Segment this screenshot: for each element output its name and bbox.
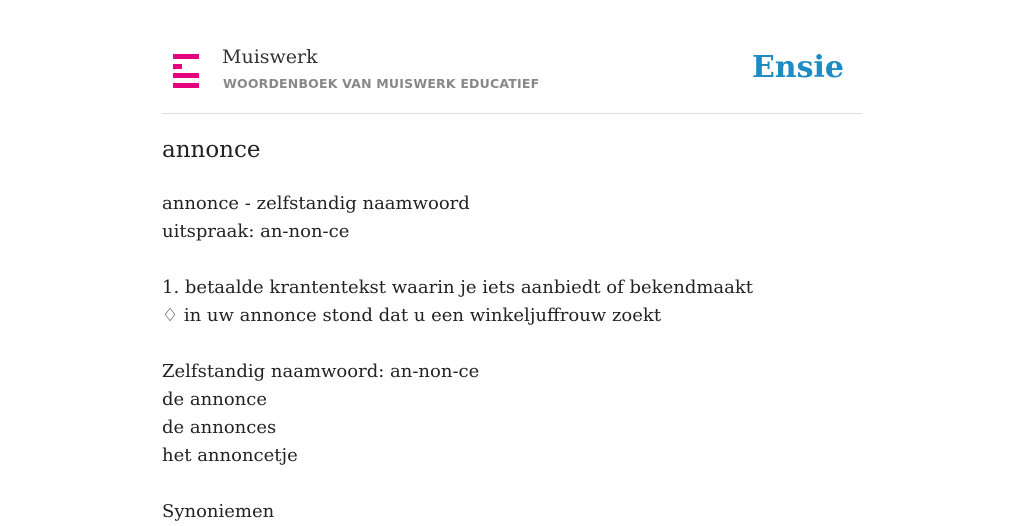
definition-line: 1. betaalde krantentekst waarin je iets aanbiedt of bekendmaakt — [162, 277, 754, 298]
ensie-logo[interactable]: Ensie — [751, 50, 844, 85]
definition-line: het annoncetje — [162, 445, 298, 466]
definition-line: uitspraak: an-non-ce — [162, 221, 350, 242]
page-container — [162, 0, 862, 522]
definition-body — [162, 190, 862, 526]
synonyms-heading: Synoniemen — [162, 501, 275, 522]
definition-line — [162, 470, 862, 498]
definition-line — [162, 246, 862, 274]
definition-line: de annonces — [162, 417, 277, 438]
muiswerk-logo-icon[interactable] — [173, 54, 199, 88]
definition-line: de annonce — [162, 389, 267, 410]
definition-line: Zelfstandig naamwoord: an-non-ce — [162, 361, 480, 382]
page-title: annonce — [162, 137, 261, 163]
source-subtitle: WOORDENBOEK VAN MUISWERK EDUCATIEF — [223, 76, 540, 91]
definition-line — [162, 330, 862, 358]
source-name[interactable]: Muiswerk — [222, 46, 318, 68]
definition-line: ♢ in uw annonce stond dat u een winkeljuffrouw zoekt — [162, 305, 662, 326]
source-header — [162, 0, 862, 114]
definition-line: annonce - zelfstandig naamwoord — [162, 193, 470, 214]
